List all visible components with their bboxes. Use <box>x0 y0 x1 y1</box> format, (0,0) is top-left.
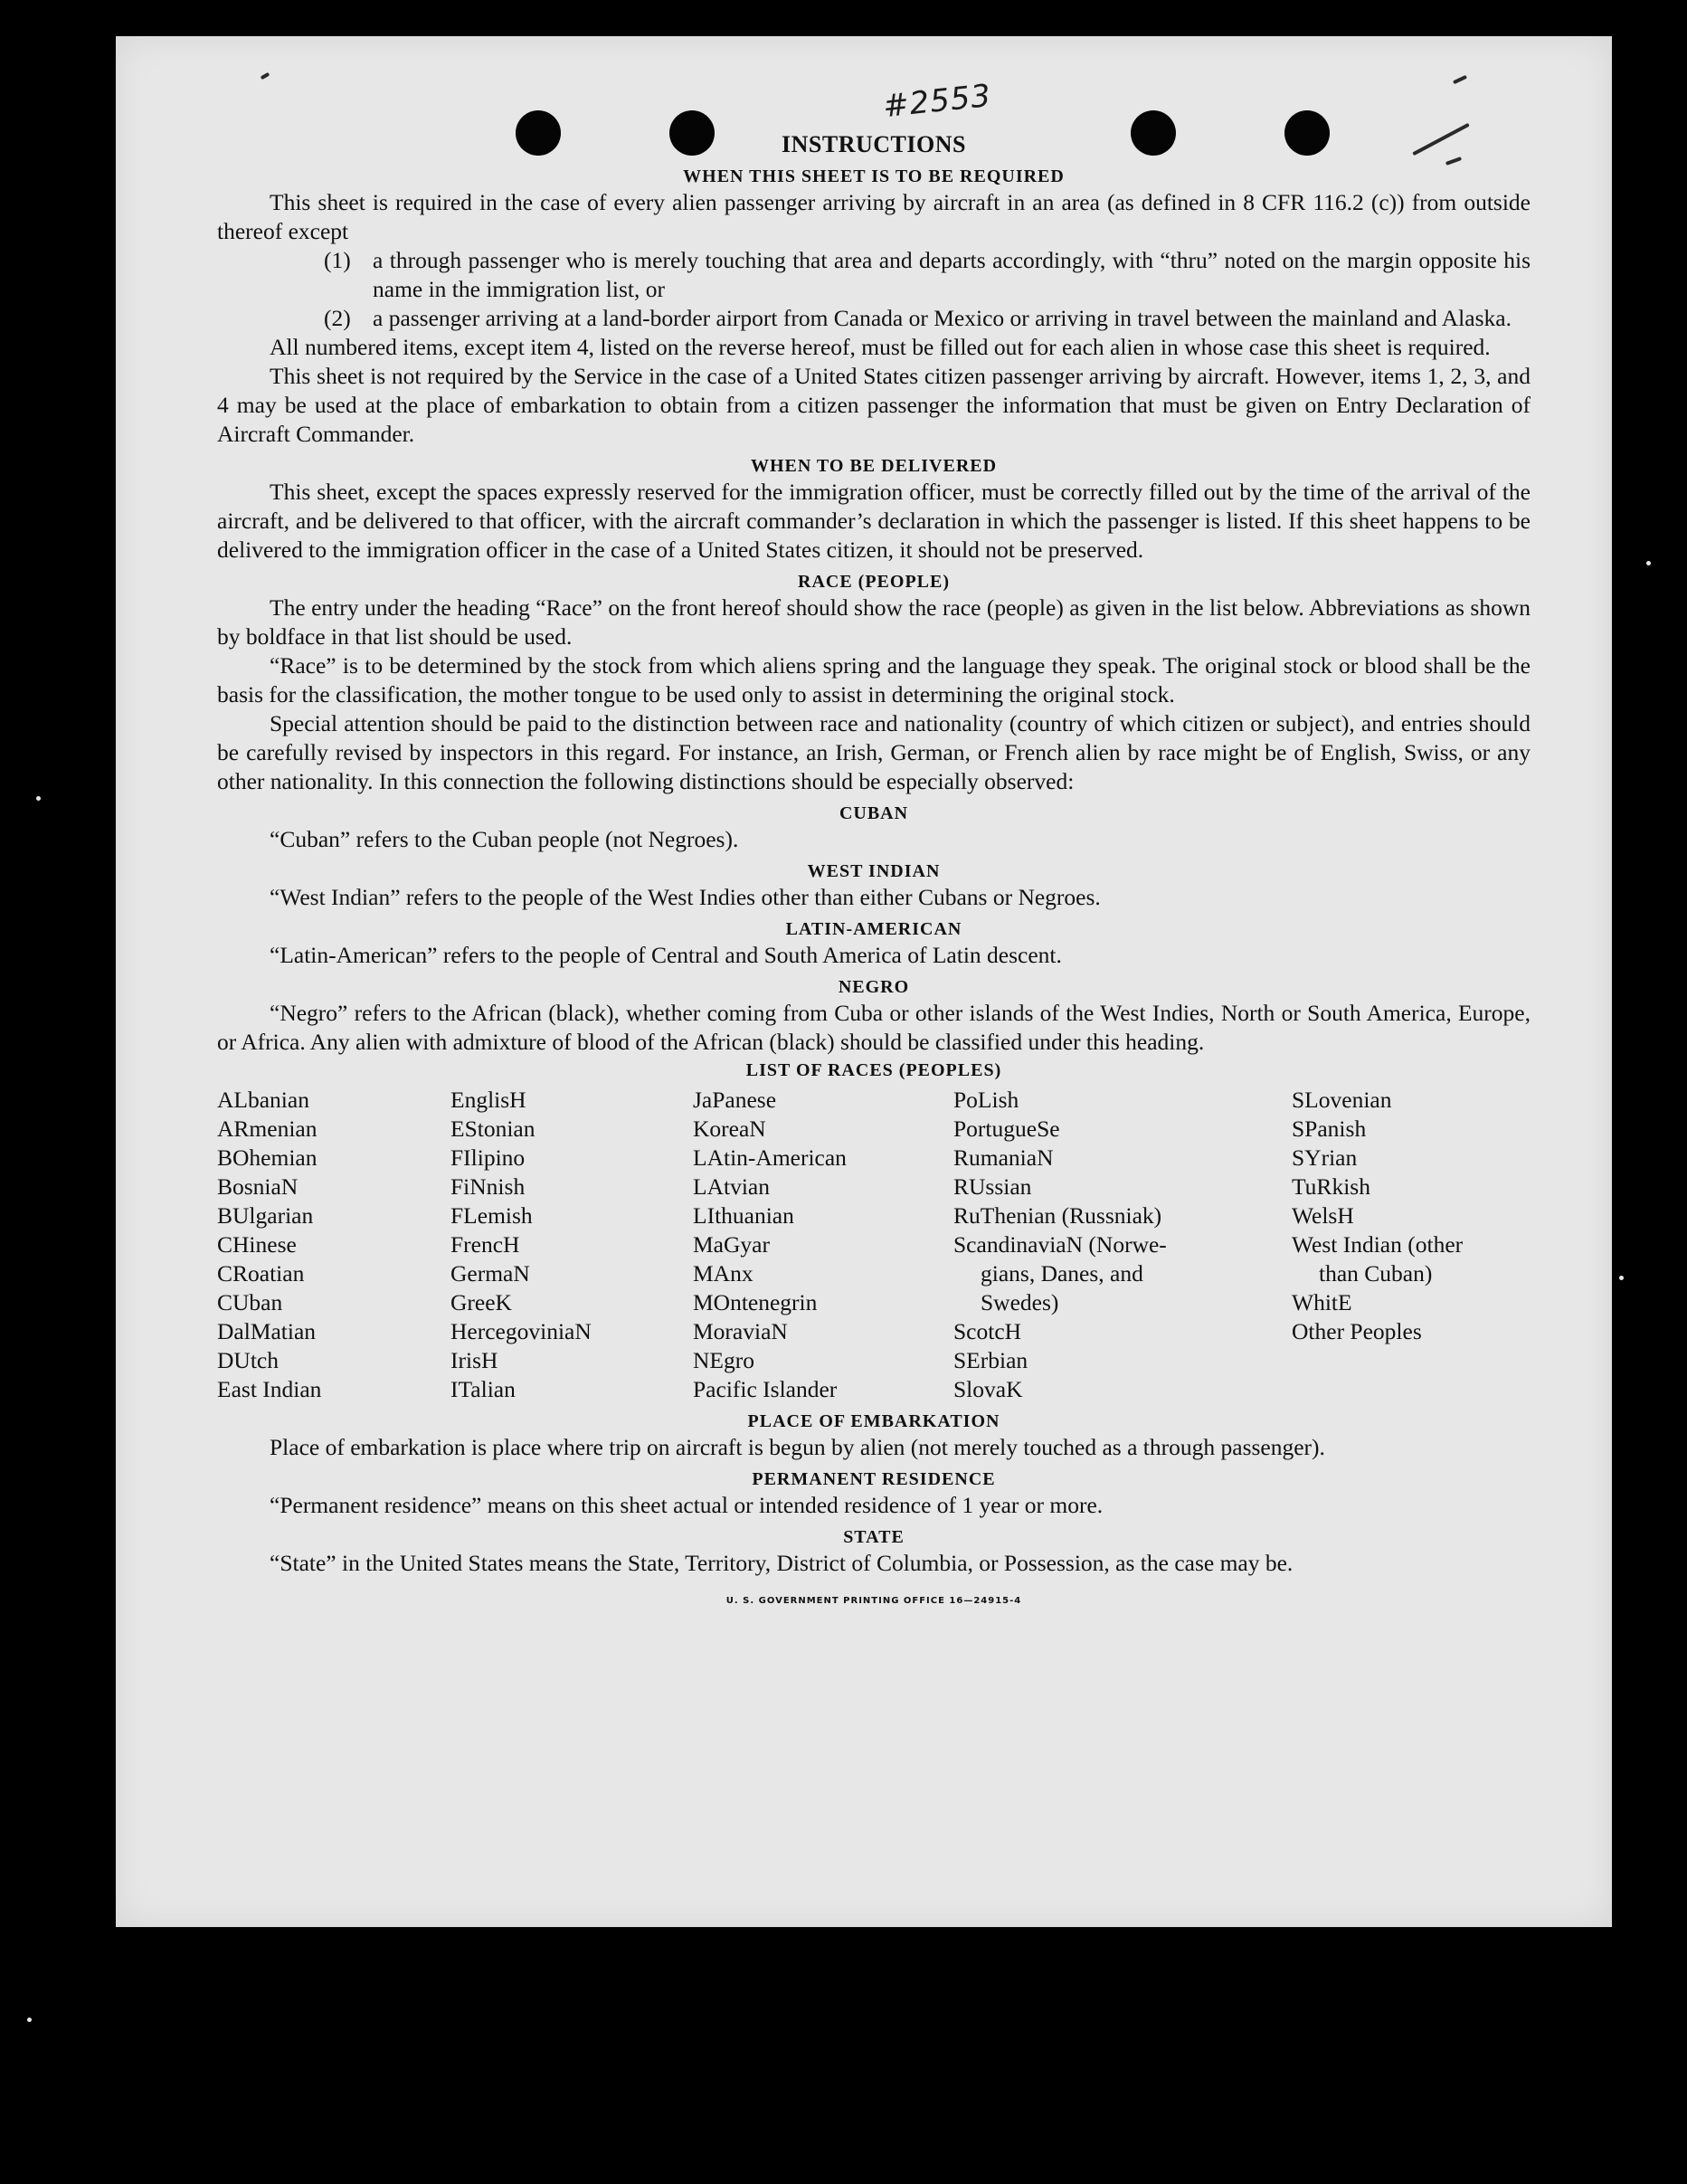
paragraph: “Permanent residence” means on this sheet actual or intended residence of 1 year or more. <box>270 1492 1104 1518</box>
section-heading: WEST INDIAN <box>807 861 941 881</box>
race-entry: Other Peoples <box>1292 1318 1422 1344</box>
scan-speck <box>36 796 41 801</box>
instructions-content <box>217 127 1531 1616</box>
race-entry: NEgro <box>693 1347 754 1373</box>
race-entry: WhitE <box>1292 1289 1352 1315</box>
races-list <box>217 1086 1531 1404</box>
race-entry: FIlipino <box>450 1144 526 1171</box>
races-column <box>1292 1086 1531 1404</box>
scan-speck <box>1646 561 1651 565</box>
race-entry: LAtvian <box>693 1173 770 1200</box>
section-heading: WHEN THIS SHEET IS TO BE REQUIRED <box>683 166 1065 186</box>
race-entry: ScotcH <box>953 1318 1022 1344</box>
race-entry: FLemish <box>450 1202 533 1229</box>
races-column <box>450 1086 693 1404</box>
race-entry: SlovaK <box>953 1376 1023 1402</box>
list-item <box>217 304 1531 333</box>
race-entry: PoLish <box>953 1087 1019 1113</box>
paragraph: “West Indian” refers to the people of the West Indies other than either Cubans or Negroes. <box>270 884 1101 910</box>
race-entry: WelsH <box>1292 1202 1354 1229</box>
handwritten-number: #2553 <box>881 77 993 126</box>
races-column <box>953 1086 1292 1404</box>
race-entry: ITalian <box>450 1376 516 1402</box>
race-entry: HercegoviniaN <box>450 1318 592 1344</box>
race-entry: MaGyar <box>693 1231 770 1258</box>
paragraph: “Latin-American” refers to the people of Central and South America of Latin descent. <box>270 942 1062 968</box>
section-heading: NEGRO <box>838 977 910 997</box>
race-entry: DalMatian <box>217 1318 317 1344</box>
race-entry: Pacific Islander <box>693 1376 838 1402</box>
list-item <box>217 246 1531 304</box>
race-entry: LAtin-American <box>693 1144 847 1171</box>
race-entry: EnglisH <box>450 1087 526 1113</box>
item-text: a passenger arriving at a land-border airport from Canada or Mexico or arriving in travel between the mainland and Alaska. <box>373 305 1512 331</box>
race-entry: DUtch <box>217 1347 279 1373</box>
section-heading: PERMANENT RESIDENCE <box>752 1469 996 1489</box>
paragraph: This sheet is not required by the Service in the case of a United States citizen passenger arriving by aircraft. However, items 1, 2, 3, and 4 may be used at the place of embarkation to obtain from a citizen passenger the information that must be given on Entry Declaration of Aircraft Commander. <box>217 363 1531 447</box>
race-entry: PortugueSe <box>953 1116 1060 1142</box>
race-entry: SPanish <box>1292 1116 1367 1142</box>
scan-speck <box>27 2018 32 2022</box>
section-heading: PLACE OF EMBARKATION <box>747 1411 1000 1431</box>
section-heading: LATIN-AMERICAN <box>785 919 962 939</box>
printing-office-footer: U. S. GOVERNMENT PRINTING OFFICE 16—24915-4 <box>725 1596 1022 1606</box>
race-entry: West Indian (other <box>1292 1231 1464 1258</box>
race-entry: IrisH <box>450 1347 498 1373</box>
race-entry: MAnx <box>693 1260 753 1287</box>
race-entry: GermaN <box>450 1260 530 1287</box>
race-entry-continuation: than Cuban) <box>1319 1260 1433 1287</box>
section-heading: WHEN TO BE DELIVERED <box>750 456 998 476</box>
race-entry: EStonian <box>450 1116 535 1142</box>
race-entry: CHinese <box>217 1231 297 1258</box>
race-entry: MoraviaN <box>693 1318 788 1344</box>
race-entry-continuation: Swedes) <box>981 1289 1059 1315</box>
race-entry: JaPanese <box>693 1087 777 1113</box>
item-number: (1) <box>324 247 351 273</box>
race-entry: ALbanian <box>217 1087 309 1113</box>
race-entry-continuation: gians, Danes, and <box>981 1260 1143 1287</box>
section-heading: LIST OF RACES (PEOPLES) <box>745 1060 1002 1080</box>
paragraph: All numbered items, except item 4, listed on the reverse hereof, must be filled out for each alien in whose case this sheet is required. <box>270 334 1491 360</box>
paragraph: Place of embarkation is place where trip on aircraft is begun by alien (not merely touched as a through passenger). <box>270 1434 1325 1460</box>
race-entry: RuThenian (Russniak) <box>953 1202 1162 1229</box>
race-entry: SErbian <box>953 1347 1028 1373</box>
section-heading: RACE (PEOPLE) <box>798 572 950 592</box>
race-entry: CRoatian <box>217 1260 305 1287</box>
race-entry: LIthuanian <box>693 1202 794 1229</box>
race-entry: TuRkish <box>1292 1173 1370 1200</box>
paragraph: This sheet, except the spaces expressly reserved for the immigration officer, must be correctly filled out by the time of the arrival of the aircraft, and be delivered to that officer, with the aircraft commander’s declaration in which the passenger is listed. If this sheet happens to be delivered to the immigration officer in the case of a United States citizen, it should not be preserved. <box>217 479 1531 563</box>
race-entry: BUlgarian <box>217 1202 314 1229</box>
item-number: (2) <box>324 305 351 331</box>
races-column <box>217 1086 450 1404</box>
race-entry: ScandinaviaN (Norwe- <box>953 1231 1167 1258</box>
race-entry: GreeK <box>450 1289 512 1315</box>
race-entry: RUssian <box>953 1173 1032 1200</box>
paragraph: “Race” is to be determined by the stock from which aliens spring and the language they speak. The original stock or blood shall be the basis for the classification, the mother tongue to be used only to assist in determining the original stock. <box>217 652 1531 707</box>
paragraph: “Cuban” refers to the Cuban people (not Negroes). <box>270 826 739 852</box>
pencil-mark <box>261 72 270 80</box>
paragraph: This sheet is required in the case of every alien passenger arriving by aircraft in an area (as defined in 8 CFR 116.2 (c)) from outside thereof except <box>217 189 1531 244</box>
scan-speck <box>1619 1276 1624 1280</box>
races-column <box>693 1086 953 1404</box>
race-entry: SLovenian <box>1292 1087 1392 1113</box>
pencil-mark <box>1453 75 1467 84</box>
race-entry: CUban <box>217 1289 283 1315</box>
race-entry: BosniaN <box>217 1173 299 1200</box>
section-heading: CUBAN <box>839 803 909 823</box>
page-title: INSTRUCTIONS <box>782 131 966 157</box>
paragraph: The entry under the heading “Race” on the front hereof should show the race (people) as given in the list below. Abbreviations as shown by boldface in that list should be used. <box>217 594 1531 650</box>
race-entry: MOntenegrin <box>693 1289 818 1315</box>
paragraph: Special attention should be paid to the distinction between race and nationality (country of which citizen or subject), and entries should be carefully revised by inspectors in this regard. For instance, an Irish, German, or French alien by race might be of English, Swiss, or any other nationality. In this connection the following distinctions should be especially observed: <box>217 710 1531 794</box>
race-entry: FiNnish <box>450 1173 526 1200</box>
section-heading: STATE <box>843 1527 905 1547</box>
race-entry: SYrian <box>1292 1144 1358 1171</box>
race-entry: RumaniaN <box>953 1144 1054 1171</box>
race-entry: KoreaN <box>693 1116 766 1142</box>
paragraph: “State” in the United States means the State, Territory, District of Columbia, or Possession, as the case may be. <box>270 1550 1294 1576</box>
race-entry: East Indian <box>217 1376 322 1402</box>
race-entry: FrencH <box>450 1231 520 1258</box>
race-entry: BOhemian <box>217 1144 317 1171</box>
race-entry: ARmenian <box>217 1116 317 1142</box>
item-text: a through passenger who is merely touching that area and departs accordingly, with “thru” noted on the margin opposite his name in the immigration list, or <box>373 247 1531 302</box>
paragraph: “Negro” refers to the African (black), whether coming from Cuba or other islands of the West Indies, North or South America, Europe, or Africa. Any alien with admixture of blood of the African (black) should be classified under this heading. <box>217 1000 1531 1055</box>
